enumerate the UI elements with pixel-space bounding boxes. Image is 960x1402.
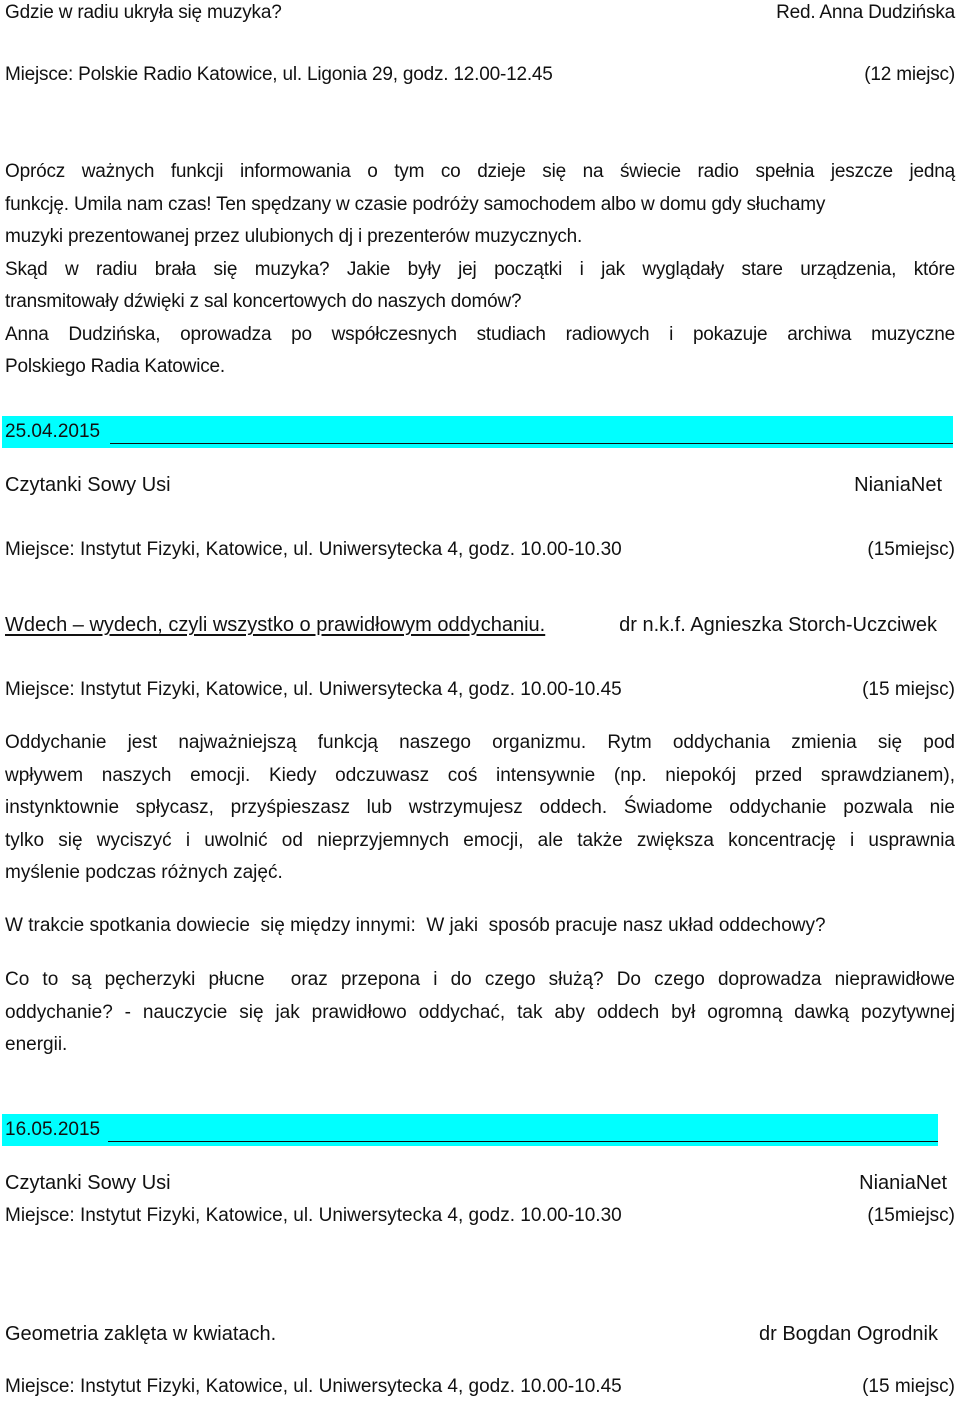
event1-place: Miejsce: Polskie Radio Katowice, ul. Ligonia 29, godz. 12.00-12.45 <box>5 64 553 85</box>
event5-place: Miejsce: Instytut Fizyki, Katowice, ul. Uniwersytecka 4, godz. 10.00-10.45 <box>5 1376 622 1397</box>
event3-description-questions <box>5 964 955 1062</box>
event1-host: Red. Anna Dudzińska <box>776 2 955 23</box>
event1-place-row <box>5 62 955 88</box>
event2-seats: (15miejsc) <box>867 539 955 560</box>
event3-desc-line: oddychanie? - nauczycie się jak prawidłowo oddychać, tak aby oddech był ogromną dawką pozytywnej <box>5 1001 955 1023</box>
event2-place: Miejsce: Instytut Fizyki, Katowice, ul. Uniwersytecka 4, godz. 10.00-10.30 <box>5 539 622 560</box>
event1-desc-line: Oprócz ważnych funkcji informowania o tym co dzieje się na świecie radio spełnia jeszcze jedną <box>5 161 955 182</box>
event3-desc-line: Co to są pęcherzyki płucne oraz przepona i do czego służą? Do czego doprowadza nieprawidłowe <box>5 969 955 990</box>
event2-header <box>5 472 955 498</box>
event3-desc-line: instynktownie spłycasz, przyśpieszasz lub wstrzymujesz oddech. Świadome oddychanie pozwala nie <box>5 797 955 818</box>
event3-desc-line: tylko się wyciszyć i uwolnić od nieprzyjemnych emocji, ale także zwiększa koncentrację i usprawnia <box>5 829 955 851</box>
event4-header <box>5 1170 955 1196</box>
event3-title: Wdech – wydech, czyli wszystko o prawidłowym oddychaniu. <box>5 614 546 636</box>
event3-desc-line: W trakcie spotkania dowiecie się między innymi: W jaki sposób pracuje nasz układ oddechowy? <box>5 915 826 936</box>
event1-desc-line: Polskiego Radia Katowice. <box>5 356 225 377</box>
event2-series: Czytanki Sowy Usi <box>5 474 171 496</box>
event5-header <box>5 1321 955 1347</box>
date-label: 25.04.2015 <box>5 421 101 442</box>
event5-place-row <box>5 1374 955 1400</box>
event1-description <box>5 156 955 384</box>
event3-header <box>5 612 955 638</box>
event3-description <box>5 727 955 890</box>
event1-desc-line: transmitowały dźwięki z sal koncertowych do naszych domów? <box>5 291 522 312</box>
event5-seats: (15 miejsc) <box>862 1376 955 1397</box>
event3-desc-line: energii. <box>5 1034 68 1055</box>
event4-place-row <box>5 1203 955 1229</box>
event1-seats: (12 miejsc) <box>864 64 955 85</box>
date-label: 16.05.2015 <box>5 1119 101 1140</box>
event2-org: NianiaNet <box>854 474 942 496</box>
date-highlight-bar <box>2 1114 938 1146</box>
event3-desc-line: Oddychanie jest najważniejszą funkcją naszego organizmu. Rytm oddychania zmienia się pod <box>5 732 955 753</box>
event4-series: Czytanki Sowy Usi <box>5 1172 171 1194</box>
event3-seats: (15 miejsc) <box>862 679 955 700</box>
event5-title: Geometria zaklęta w kwiatach. <box>5 1323 277 1345</box>
event3-desc-topics <box>5 913 955 939</box>
event5-host: dr Bogdan Ogrodnik <box>758 1323 938 1345</box>
date-highlight-bar <box>2 416 953 448</box>
event4-place: Miejsce: Instytut Fizyki, Katowice, ul. Uniwersytecka 4, godz. 10.00-10.30 <box>5 1205 622 1226</box>
event3-place-row <box>5 677 955 703</box>
event1-desc-line: funkcję. Umila nam czas! Ten spędzany w czasie podróży samochodem albo w domu gdy słuchamy <box>5 193 826 215</box>
event3-desc-line: myślenie podczas różnych zajęć. <box>5 862 283 883</box>
event1-header <box>5 0 955 26</box>
date-underline <box>110 443 953 444</box>
event1-desc-line: Skąd w radiu brała się muzyka? Jakie były jej początki i jak wyglądały stare urządzenia, które <box>5 258 955 280</box>
event3-host: dr n.k.f. Agnieszka Storch-Uczciwek <box>619 614 937 636</box>
event4-org: NianiaNet <box>859 1172 947 1194</box>
event1-title: Gdzie w radiu ukryła się muzyka? <box>5 2 282 23</box>
event3-place: Miejsce: Instytut Fizyki, Katowice, ul. Uniwersytecka 4, godz. 10.00-10.45 <box>5 679 622 700</box>
event2-place-row <box>5 537 955 563</box>
event3-desc-line: wpływem naszych emocji. Kiedy odczuwasz coś intensywnie (np. niepokój przed sprawdzianem), <box>5 764 955 786</box>
date-underline <box>108 1141 938 1142</box>
event1-desc-line: muzyki prezentowanej przez ulubionych dj i prezenterów muzycznych. <box>5 226 583 247</box>
event4-seats: (15miejsc) <box>867 1205 955 1226</box>
event1-desc-line: Anna Dudzińska, oprowadza po współczesnych studiach radiowych i pokazuje archiwa muzyczne <box>5 323 955 345</box>
